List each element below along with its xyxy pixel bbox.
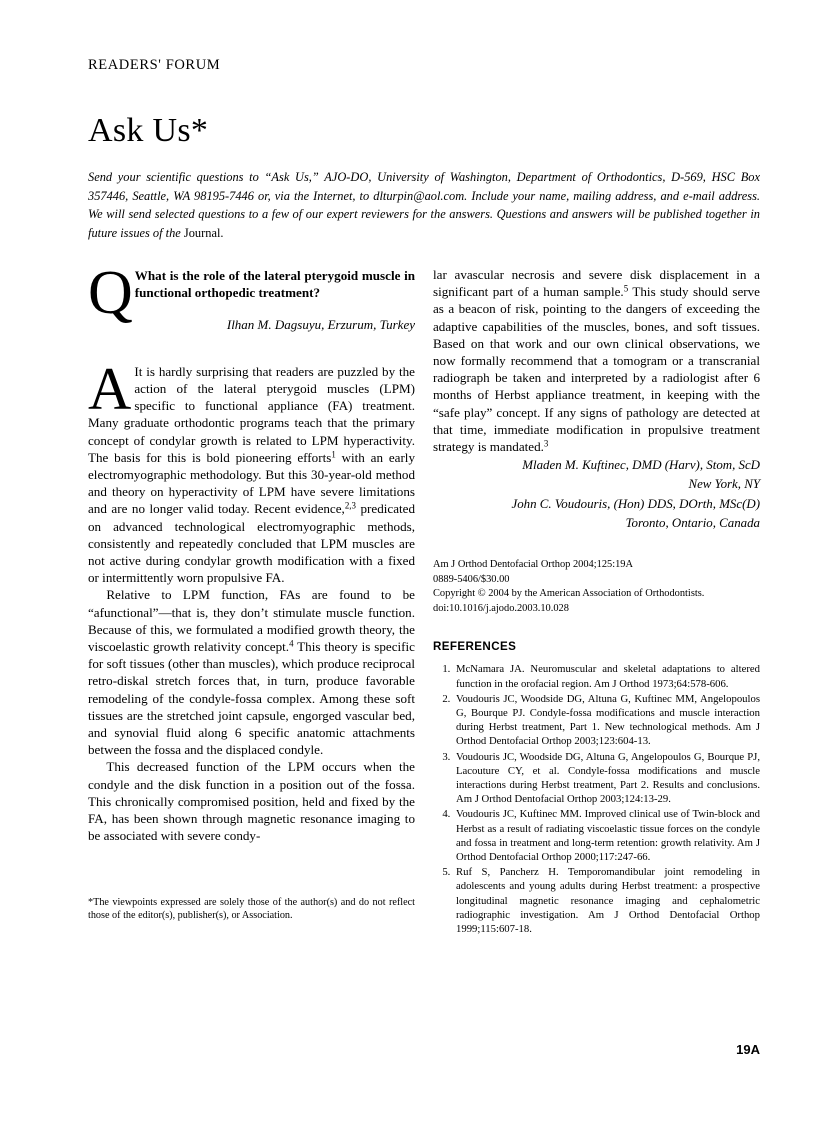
footnote: *The viewpoints expressed are solely those of the author(s) and do not reflect those of the editor(s), publisher(s), or Association. (88, 897, 415, 922)
question-text: What is the role of the lateral pterygoid muscle in functional orthopedic treatment? (134, 268, 415, 301)
answer-p4-part1: lar avascular necrosis and severe disk displacement in a significant part of a human sample. (433, 267, 760, 300)
citation-copyright: Copyright © 2004 by the American Association of Orthodontists. (433, 588, 705, 600)
reference-marker-4: 4 (289, 638, 294, 649)
answer-paragraph-1 (88, 355, 415, 587)
author-attribution (433, 457, 760, 532)
answer-paragraph-2 (88, 586, 415, 758)
column-left (88, 259, 415, 845)
reference-marker-2-3: 2,3 (344, 500, 356, 511)
blurb-journal-word: Journal. (183, 225, 224, 240)
reference-marker-5: 5 (623, 283, 629, 294)
reference-item: 5. Ruf S, Pancherz H. Temporomandibular joint remodeling in adolescents and young adults during Herbst treatment: a prospective longitudinal magnetic resonance imaging and cephalometric radiographic investigation. Am J Orthod Dentofacial Orthop 1999;115:607-18. (453, 865, 760, 936)
column-right (433, 266, 760, 937)
answer-paragraph-4 (433, 266, 760, 455)
reference-marker-3: 3 (543, 438, 549, 449)
running-head: READERS' FORUM (88, 57, 221, 73)
question-block (88, 259, 415, 333)
question-attribution: Ilhan M. Dagsuyu, Erzurum, Turkey (226, 316, 415, 332)
page-title: Ask Us* (88, 112, 209, 149)
answer-p1-part2: with an early electromyographic methodology. But this 30-year-old method and theory on hyperactivity of LPM have severe limitations and are no longer valid today. Recent evidence, (88, 449, 415, 517)
citation-block (433, 558, 760, 616)
citation-doi: doi:10.1016/j.ajodo.2003.10.028 (433, 602, 569, 614)
author-line: John C. Voudouris, (Hon) DDS, DOrth, MSc(D) (511, 496, 760, 511)
reference-item: 2. Voudouris JC, Woodside DG, Altuna G, Kuftinec MM, Angelopoulos G, Bourque PJ. Condyle-fossa modifications and muscle interaction during Herbst treatment, Part 1. New technological methods. Am J Orthod Dentofacial Orthop 2003;123:604-13. (453, 692, 760, 749)
references-heading: REFERENCES (433, 640, 517, 654)
answer-dropcap: A (88, 355, 132, 422)
reference-item: 1. McNamara JA. Neuromuscular and skeletal adaptations to altered function in the orofacial region. Am J Orthod 1973;64:578-606. (453, 662, 760, 690)
author-location: New York, NY (688, 477, 760, 492)
citation-issn: 0889-5406/$30.00 (433, 573, 510, 585)
reference-item: 4. Voudouris JC, Kuftinec MM. Improved clinical use of Twin-block and Herbst as a result of radiating viscoelastic tissue forces on the condyle and fossa in treatment and long-term retention: growth relativity. Am J Orthod Dentofacial Orthop 2000;117:247-66. (453, 807, 760, 864)
question-dropcap: Q (88, 259, 133, 327)
citation-journal-ref: Am J Orthod Dentofacial Orthop 2004;125:19A (433, 559, 633, 571)
editorial-blurb (88, 168, 760, 242)
answer-block (88, 355, 415, 845)
answer-p2-part1: Relative to LPM function, FAs are found to be “afunctional”—that is, they don’t stimulate muscle function. Because of this, we formulated a modified growth theory, the viscoelastic growth relativity concept. (88, 587, 415, 655)
answer-p1-part3: predicated on advanced technological electromyographic methods, consistently and repeatedly concluded that LPM muscles are not active during condylar growth modification with a fixed or intermittently worn propulsive FA. (88, 501, 415, 586)
blurb-text: Send your scientific questions to “Ask Us,” AJO-DO, University of Washington, Department of Orthodontics, D-569, HSC Box 357446, Seattle, WA 98195-7446 or, via the Internet, to dlturpin@aol.com. Include your name, mailing address, and e-mail address. We will send selected questions to a few of our expert reviewers for the answers. Questions and answers will be published together in future issues of the (88, 170, 760, 240)
answer-p4-part2: This study should serve as a beacon of risk, pointing to the dangers of exceeding the adaptive capabilities of the muscles, bones, and soft tissues. Based on that work and our own clinical observations, we now formally recommend that a tomogram or a transcranial radiograph be taken and interpreted by a radiologist after 6 months of Herbst appliance treatment, in keeping with the “safe play” concept. If any signs of pathology are detected at that time, immediate modification in propulsive treatment strategy is mandated. (433, 284, 760, 455)
answer-p2-part2: This theory is specific for soft tissues (other than muscles), which produce reciprocal retro-diskal stretch forces that, in turn, produce favorable remodeling of the condyle-fossa complex. Among these soft tissues are the stretched joint capsule, engorged vascular bed, and synovial fluid along 6 specific anatomic attachments between the fossa and the displaced condyle. (88, 639, 415, 758)
reference-item: 3. Voudouris JC, Woodside DG, Altuna G, Angelopoulos G, Bourque PJ, Lacouture CY, et al. Condyle-fossa modifications and muscle interactions during Herbst treatment, Part 2. Results and conclusions. Am J Orthod Dentofacial Orthop 2003;124:13-29. (453, 750, 760, 807)
page-number: 19A (736, 1042, 760, 1057)
answer-paragraph-3: This decreased function of the LPM occurs when the condyle and the disk function in a position out of the fossa. This chronically compromised position, held and fixed by the FA, has been shown through magnetic resonance imaging to be associated with severe condy- (88, 759, 415, 844)
answer-p1-part1: It is hardly surprising that readers are puzzled by the action of the lateral pterygoid muscles (LPM) specific to functional appliance (FA) treatment. Many graduate orthodontic programs teach that the primary concept of condylar growth is related to LPM hyperactivity. The basis for this is bold pioneering efforts (88, 363, 415, 465)
author-line: Mladen M. Kuftinec, DMD (Harv), Stom, ScD (522, 458, 760, 473)
author-location: Toronto, Ontario, Canada (625, 515, 760, 530)
reference-marker-1: 1 (331, 449, 336, 460)
references-list (433, 662, 760, 936)
